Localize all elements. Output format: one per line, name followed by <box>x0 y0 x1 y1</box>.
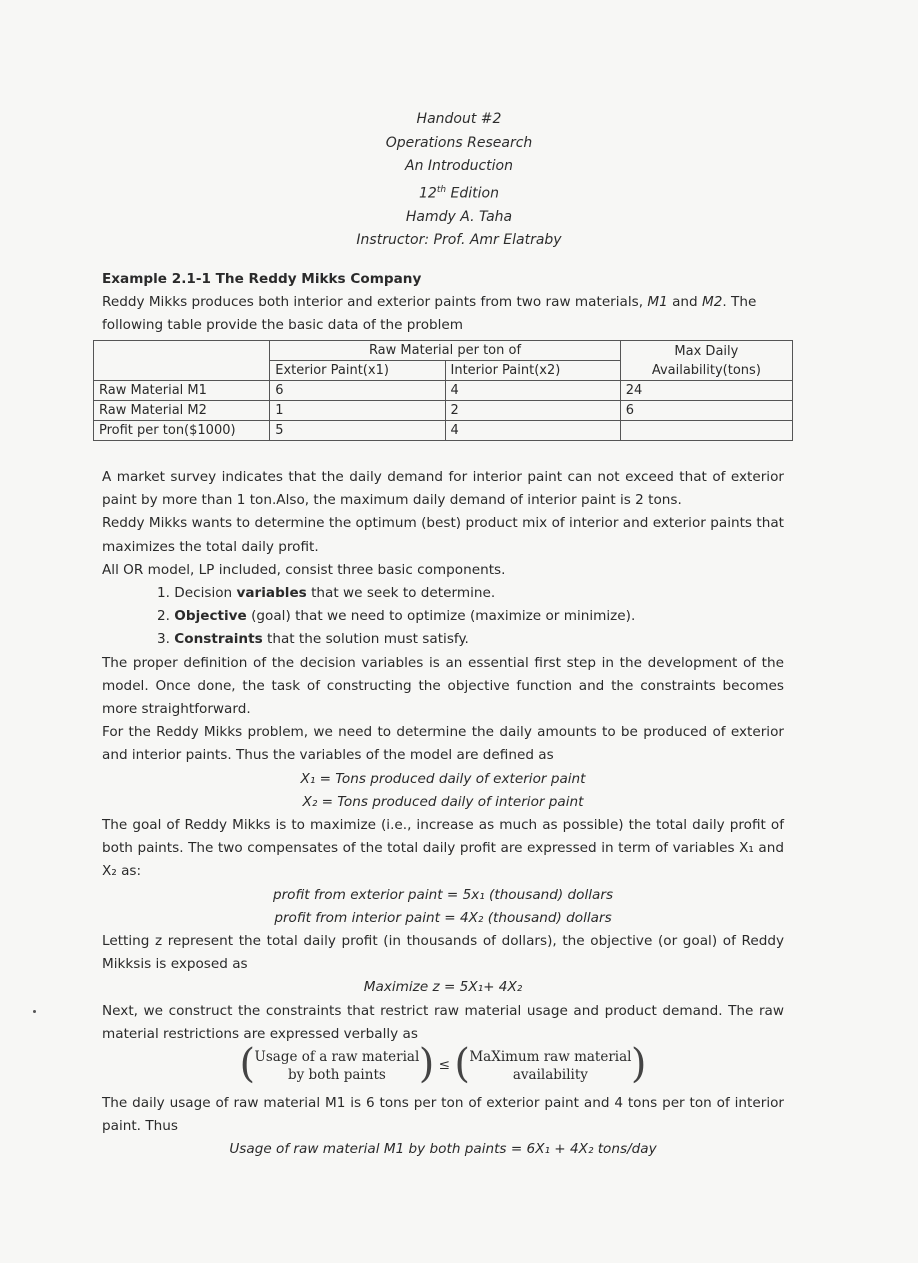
example-text-2: following table provide the basic data of the problem <box>102 317 464 334</box>
handout-header <box>0 108 918 253</box>
paragraph-profit: The goal of Reddy Mikks is to maximize (i.e., increase as much as possible) the total daily profit of both paints. The two compensates of the total daily profit are expressed in term of variables X₁ and X₂ as: <box>102 817 784 880</box>
col-header-x1: Exterior Paint(x1) <box>270 361 445 381</box>
list-item: 1. Decision variables that we seek to determine. <box>157 585 496 602</box>
data-table <box>93 340 793 441</box>
leq-symbol: ≤ <box>438 1057 451 1074</box>
list-item: 2. Objective (goal) that we need to optimize (maximize or minimize). <box>157 608 636 625</box>
instructor: Instructor: Prof. Amr Elatraby <box>356 232 562 249</box>
table-corner <box>94 341 270 381</box>
x1-definition: X₁ = Tons produced daily of exterior paint <box>300 770 586 787</box>
example-text-1: Reddy Mikks produces both interior and exterior paints from two raw materials, M1 and M2. The <box>102 294 757 311</box>
table-row: Raw Material M2 1 2 6 <box>94 401 793 421</box>
paragraph-goal: Reddy Mikks wants to determine the optimum (best) product mix of interior and exterior paints that maximizes the total daily profit. <box>102 515 784 555</box>
course-subtitle: An Introduction <box>405 158 513 174</box>
usage-expression: ( Usage of a raw material by both paints ) <box>246 1048 429 1084</box>
paragraph-variables: For the Reddy Mikks problem, we need to determine the daily amounts to be produced of exterior and interior paints. Thus the variables of the model are defined as <box>102 724 784 764</box>
paragraph-components: All OR model, LP included, consist three basic components. <box>102 561 506 578</box>
example-intro <box>102 268 784 338</box>
paragraph-market: A market survey indicates that the daily demand for interior paint can not exceed that of exterior paint by more than 1 ton.Also, the maximum daily demand of interior paint is 2 tons. <box>102 469 784 509</box>
paragraph-constraints: Next, we construct the constraints that restrict raw material usage and product demand. The raw material restrictions are expressed verbally as <box>102 1002 784 1042</box>
group-header: Raw Material per ton of <box>270 341 621 361</box>
table-row: Profit per ton($1000) 5 4 <box>94 421 793 441</box>
col-header-x2: Interior Paint(x2) <box>445 361 620 381</box>
list-item: 3. Constraints that the solution must satisfy. <box>157 631 469 648</box>
profit-exterior: profit from exterior paint = 5x₁ (thousand) dollars <box>272 886 614 903</box>
paragraph-usage: The daily usage of raw material M1 is 6 tons per ton of exterior paint and 4 tons per ton of interior paint. Thus <box>102 1095 784 1135</box>
verbal-constraint <box>102 1046 784 1092</box>
x2-definition: X₂ = Tons produced daily of interior paint <box>302 793 584 810</box>
max-header: Max Daily Availability(tons) <box>620 341 792 381</box>
example-title: Example 2.1-1 The Reddy Mikks Company <box>102 271 422 287</box>
paragraph-objective: Letting z represent the total daily profit (in thousands of dollars), the objective (or goal) of Reddy Mikksis is exposed as <box>102 933 784 973</box>
table-row: Raw Material M1 6 4 24 <box>94 381 793 401</box>
usage-equation: Usage of raw material M1 by both paints = 6X₁ + 4X₂ tons/day <box>229 1141 657 1158</box>
author: Hamdy A. Taha <box>405 208 513 225</box>
availability-expression: ( MaXimum raw material availability ) <box>460 1048 640 1084</box>
main-body <box>102 466 784 1162</box>
profit-interior: profit from interior paint = 4X₂ (thousand) dollars <box>274 909 612 926</box>
margin-dot <box>33 1010 36 1013</box>
course-title: Operations Research <box>385 134 533 151</box>
paragraph-definition: The proper definition of the decision variables is an essential first step in the development of the model. Once done, the task of constructing the objective function and the constraints becomes more straightforward. <box>102 654 784 718</box>
objective-function: Maximize z = 5X₁+ 4X₂ <box>363 979 523 996</box>
handout-number: Handout #2 <box>416 111 502 127</box>
edition: 12th Edition <box>419 184 499 202</box>
